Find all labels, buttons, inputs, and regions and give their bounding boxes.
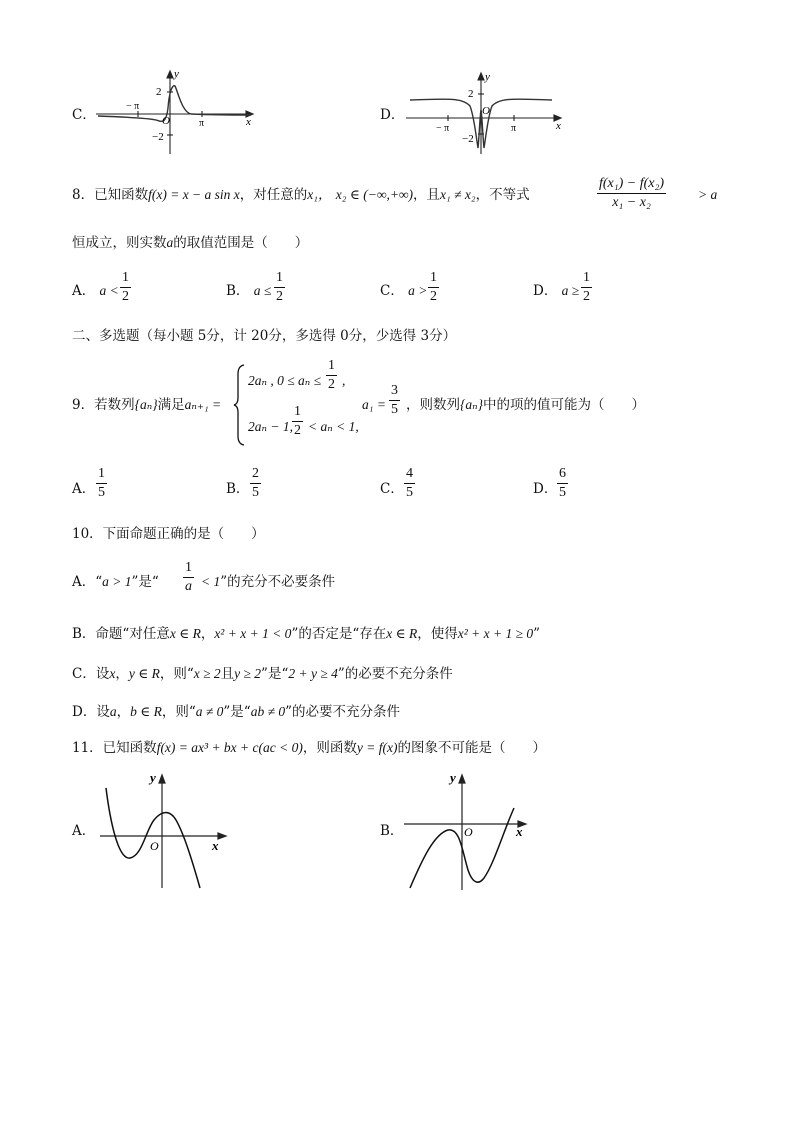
d-tick-neg2: −2 [462,133,474,145]
q9-option-b[interactable]: B． [226,481,250,497]
c-y-arrow [167,71,173,78]
q8-stem-line2: 恒成立，则实数a的取值范围是（ ） [72,235,309,251]
b-origin: O [464,825,473,839]
q9-stem-tail: ，则数列{aₙ}中的项的值可能为（ ） [406,397,646,413]
q11-option-a-label[interactable]: A． [72,823,96,839]
q9-opt-a-frac: $\frac{1}{5}$ [98,466,105,500]
q10-option-b[interactable]: B．命题“对任意x ∈ R，x² + x + 1 < 0”的否定是“存在x ∈ R，使得x² + x + 1 ≥ 0” [72,626,541,642]
q7-graph-c [96,68,261,158]
q7-graph-d [406,70,568,156]
q8-fraction: $\frac{\text{f(x₁) − f(x₂)}}{\text{x₁ − x₂}}$ [599,176,665,210]
a-origin: O [150,839,159,853]
q9-case1-end: , [342,373,346,388]
q9-option-c[interactable]: C． [380,481,404,497]
c-y-label: y [174,68,179,80]
q10-option-d[interactable]: D．设a，b ∈ R，则“a ≠ 0”是“ab ≠ 0”的必要不充分条件 [72,704,401,720]
q10-a-frac: $\frac{1}{a}$ [185,560,192,594]
q9-opt-b-frac: $\frac{2}{5}$ [252,466,259,500]
q8-opt-a-frac: $\frac{1}{2}$ [122,270,129,304]
q9-a1: a₁ = [362,397,386,412]
q10-stem: 10．下面命题正确的是（ ） [72,526,265,542]
q8-opt-b-frac: $\frac{1}{2}$ [276,270,283,304]
c-curve [98,86,251,122]
q9-a1-frac: $\frac{3}{5}$ [391,383,398,417]
c-tick-neg2: −2 [152,131,164,143]
q9-opt-d-frac: $\frac{6}{5}$ [559,466,566,500]
q9-option-d[interactable]: D． [533,481,558,497]
q7-option-c-label[interactable]: C． [72,107,96,123]
d-y-label: y [485,71,490,83]
c-x-label: x [246,116,251,128]
q9-case2-b: < aₙ < 1, [308,419,359,434]
c-tick-negpi: − π [126,101,140,112]
q9-brace [234,364,246,446]
d-x-label: x [556,120,561,132]
q8-opt-c-frac: $\frac{1}{2}$ [430,270,437,304]
section-title: 二、多选题（每小题 5分，计 20分，多选得 0分，少选得 3分） [72,328,457,344]
q7-option-d-label[interactable]: D． [380,107,405,123]
q10-option-a[interactable]: A．“a > 1”是“ [72,574,159,590]
q11-option-b-label[interactable]: B． [380,823,404,839]
a-y-label: y [150,770,156,785]
q9-case2-a: 2aₙ − 1, [248,419,293,434]
q10-option-c[interactable]: C．设x，y ∈ R，则“x ≥ 2且y ≥ 2”是“2 + y ≥ 4”的必要不充分条件 [72,666,453,682]
q8-opt-d-frac: $\frac{1}{2}$ [583,270,590,304]
q9-case2-frac: $\frac{1}{2}$ [294,404,301,438]
q8-stem-line1: 8．已知函数f(x) = x − a sin x，对任意的x₁， x₂ ∈ (−∞,+∞)，且x₁ ≠ x₂，不等式 [72,187,530,203]
q8-option-c[interactable]: C． a > [380,283,428,299]
q8-option-d[interactable]: D． a ≥ [533,283,580,299]
q8-gt-a: > a [698,187,718,202]
d-origin: O [482,105,490,117]
c-origin: O [162,115,170,127]
q9-case1: 2aₙ , 0 ≤ aₙ ≤ [248,373,322,388]
q10-option-a-tail: < 1”的充分不必要条件 [201,574,336,590]
d-tick-pi: π [511,123,517,134]
q11-graph-b [404,770,534,892]
q8-option-b[interactable]: B． a ≤ [226,283,272,299]
q8-option-a[interactable]: A． a < [72,283,119,299]
b-x-label: x [516,824,523,839]
a-x-label: x [212,838,219,853]
c-tick-pi: π [199,118,205,129]
d-tick-negpi: − π [436,123,450,134]
b-y-label: y [450,770,456,785]
d-y-arrow [478,73,484,80]
d-tick-2: 2 [468,88,474,100]
q11-stem: 11．已知函数f(x) = ax³ + bx + c(ac < 0)，则函数y = f(x)的图象不可能是（ ） [72,740,546,756]
q9-case1-frac: $\frac{1}{2}$ [328,358,335,392]
q11-graph-a [100,770,230,890]
a-curve [106,788,200,888]
c-tick-2: 2 [156,86,162,98]
q9-opt-c-frac: $\frac{4}{5}$ [406,466,413,500]
q9-stem: 9．若数列{aₙ}满足aₙ₊₁ = [72,397,222,413]
q9-option-a[interactable]: A． [72,481,96,497]
